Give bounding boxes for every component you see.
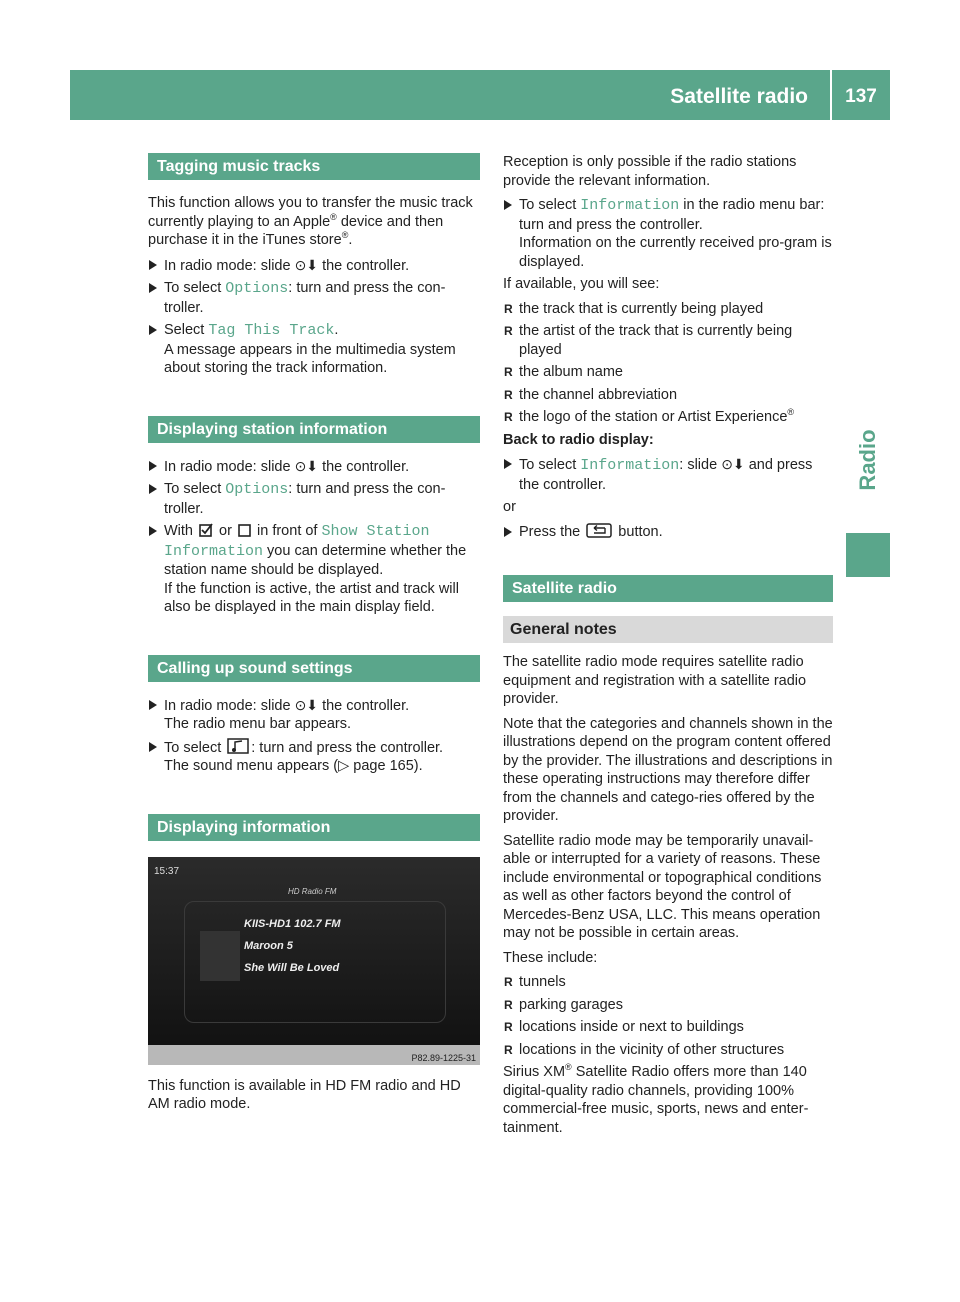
list-item: R the album name: [503, 363, 833, 382]
list-item: R locations inside or next to buildings: [503, 1018, 833, 1037]
sound-step-1: In radio mode: slide ⊙⬇ the controller. The radio menu bar appears.: [148, 696, 480, 734]
sound-settings-icon: [227, 738, 249, 754]
controller-slide-down-icon: ⊙⬇: [294, 457, 319, 474]
general-notes-p2: Note that the categories and channels shown in the illustrations depend on the program content offered by the provider. The illustrations and descriptions in these operating instructions may therefore differ from the channels and catego-ries offered by the provider.: [503, 715, 833, 824]
heading-general-notes: General notes: [503, 616, 833, 643]
heading-sound-settings: Calling up sound settings: [148, 655, 480, 682]
menu-options: Options: [225, 481, 289, 498]
header-title: Satellite radio: [670, 85, 808, 108]
tagging-intro: This function allows you to transfer the music track currently playing to an Apple® device and then purchase it in the iTunes store®.: [148, 195, 473, 248]
info-caption: This function is available in HD FM radio and HD AM radio mode.: [148, 1077, 461, 1112]
tagging-step-1: In radio mode: slide ⊙⬇ the controller.: [148, 256, 480, 276]
screen-title: HD Radio FM: [288, 886, 337, 896]
back-button-icon: [586, 523, 612, 538]
reception-text: Reception is only possible if the radio stations provide the relevant information.: [503, 154, 797, 189]
menu-information: Information: [580, 457, 680, 474]
back-to-radio-heading: Back to radio display:: [503, 431, 654, 448]
back-step: To select Information: slide ⊙⬇ and press the controller.: [503, 455, 833, 494]
right-column: [503, 153, 833, 1143]
screen-station: KIIS-HD1 102.7 FM: [244, 917, 341, 930]
list-item: R tunnels: [503, 973, 833, 992]
station-step-3: With or in front of Show Station Information you can determine whether the station name should be displayed. If the function is active, the artist and track will also be displayed in the main display field.: [148, 522, 480, 617]
screen-clock: 15:37: [154, 865, 180, 877]
left-column: [148, 153, 480, 1120]
menu-options: Options: [225, 280, 289, 297]
general-notes-p4: These include:: [503, 949, 598, 966]
list-item: R the channel abbreviation: [503, 386, 833, 405]
side-chapter-text: Radio: [855, 429, 880, 491]
menu-show-station: Show Station: [321, 523, 430, 540]
sound-step-1-result: The radio menu bar appears.: [164, 716, 351, 732]
checkbox-checked-icon: [199, 523, 213, 537]
info-step-1-result: Information on the currently received pro-gram is displayed.: [519, 235, 832, 270]
list-item: R the artist of the track that is currently being played: [503, 322, 833, 359]
general-notes-p1: The satellite radio mode requires satellite radio equipment and registration with a satellite radio provider.: [503, 654, 807, 707]
screen-artist: Maroon 5: [244, 939, 293, 952]
controller-slide-down-icon: ⊙⬇: [294, 696, 319, 713]
menu-tag-this-track: Tag This Track: [208, 322, 335, 339]
list-item: R parking garages: [503, 996, 833, 1015]
menu-information: Information: [164, 542, 264, 560]
sirius-xm-paragraph: Sirius XM® Satellite Radio offers more than 140 digital-quality radio channels, providing 100% commercial-free music, sports, news and enter-tainment.: [503, 1062, 809, 1136]
press-back-step: Press the button.: [503, 523, 833, 542]
side-chapter-label: [846, 400, 890, 520]
or-text: or: [503, 499, 516, 515]
heading-satellite-radio: Satellite radio: [503, 575, 833, 602]
heading-displaying-info: Displaying information: [148, 814, 480, 841]
album-art-placeholder: [200, 931, 240, 981]
controller-slide-down-icon: ⊙⬇: [294, 256, 319, 273]
station-step-1: In radio mode: slide ⊙⬇ the controller.: [148, 457, 480, 477]
side-chapter-block: [846, 533, 890, 577]
tagging-step-2: To select Options: turn and press the con-troller.: [148, 279, 480, 317]
figure-code: P82.89-1225-31: [411, 1052, 476, 1063]
list-item: R locations in the vicinity of other structures: [503, 1041, 833, 1060]
list-item: R the logo of the station or Artist Experience®: [503, 408, 833, 427]
tagging-step-3: Select Tag This Track. A message appears in the multimedia system about storing the track information.: [148, 321, 480, 378]
heading-station-info: Displaying station information: [148, 416, 480, 443]
heading-tagging: Tagging music tracks: [148, 153, 480, 180]
general-notes-p3: Satellite radio mode may be temporarily unavail-able or interrupted for a variety of reasons. These include environmental or topographical conditions as well as other factors beyond the control of Mercedes-Benz USA, LLC. This means operation may not be possible in certain areas.: [503, 832, 822, 941]
list-item: R the track that is currently being played: [503, 300, 833, 319]
if-available-text: If available, you will see:: [503, 276, 660, 292]
hd-radio-screenshot: [148, 857, 480, 1065]
screen-track: She Will Be Loved: [244, 961, 340, 974]
station-result: If the function is active, the artist and track will also be displayed in the main display field.: [164, 580, 459, 615]
info-step-1: To select Information in the radio menu bar: turn and press the controller. Information on the currently received pro-gram is displayed.: [503, 196, 833, 271]
page-reference-icon: ▷: [338, 758, 350, 774]
checkbox-empty-icon: [238, 524, 251, 537]
page-number: 137: [845, 86, 877, 107]
sound-step-2: To select : turn and press the controller. The sound menu appears (▷ page 165).: [148, 738, 480, 776]
menu-information: Information: [580, 197, 680, 214]
controller-slide-down-icon: ⊙⬇: [721, 456, 745, 472]
tagging-result: A message appears in the multimedia system about storing the track information.: [164, 341, 456, 376]
station-step-2: To select Options: turn and press the con-troller.: [148, 480, 480, 518]
page-header: [70, 70, 890, 120]
